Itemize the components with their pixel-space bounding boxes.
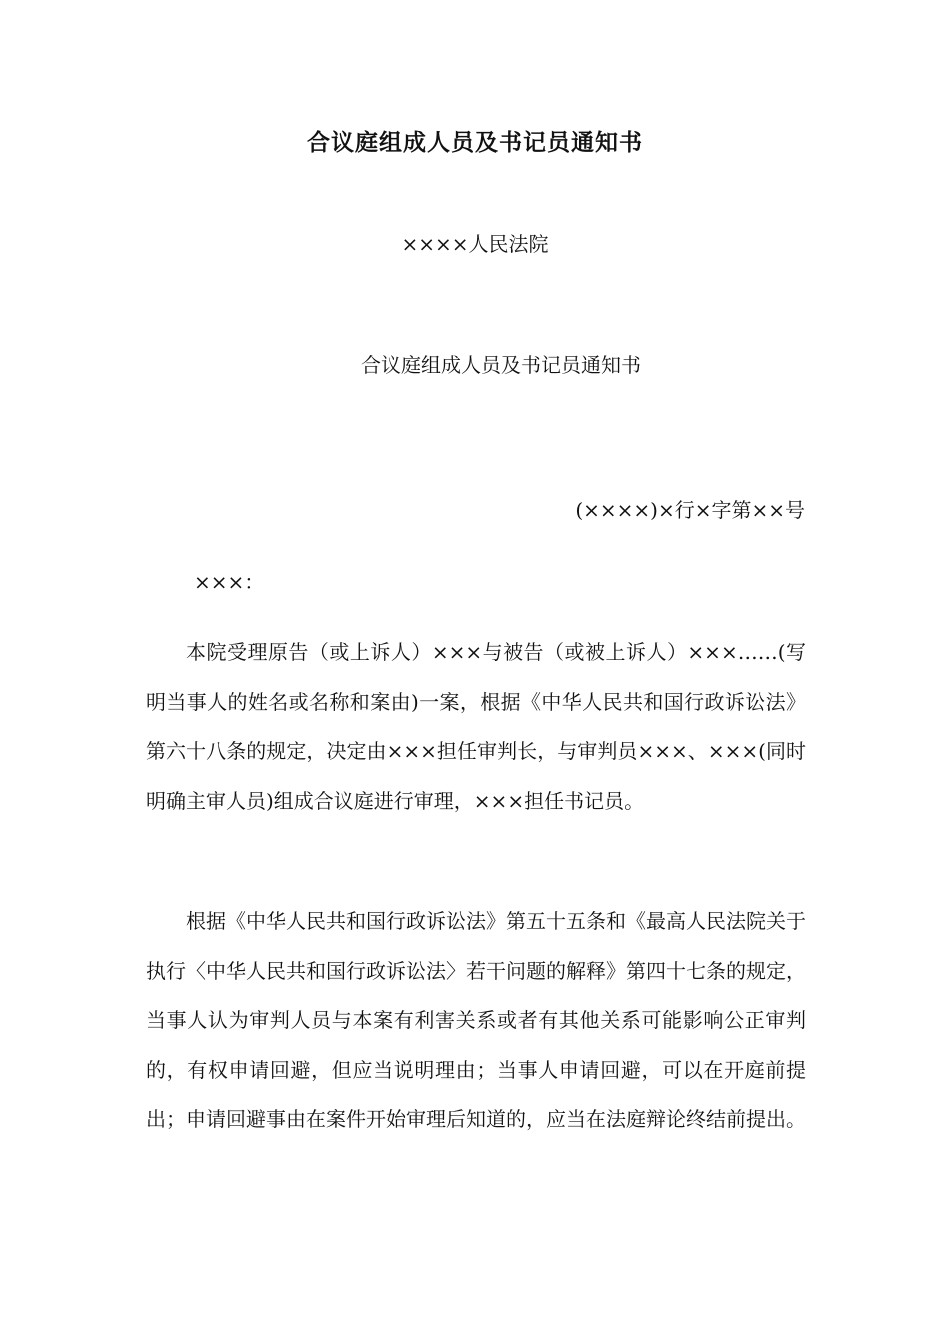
addressee: ×××： [194, 570, 265, 594]
document-title: 合议庭组成人员及书记员通知书 [307, 129, 643, 156]
court-name: ××××人民法院 [401, 232, 549, 256]
paragraph-notice: 本院受理原告（或上诉人）×××与被告（或被上诉人）×××……(写明当事人的姓名或名称和案由)一案，根据《中华人民共和国行政诉讼法》第六十八条的规定，决定由×××担任审判长，与审判员×××、×××(同时明确主审人员)组成合议庭进行审理，×××担任书记员。 [146, 640, 806, 813]
paragraph-recusal: 根据《中华人民共和国行政诉讼法》第五十五条和《最高人民法院关于执行〈中华人民共和国行政诉讼法〉若干问题的解释》第四十七条的规定，当事人认为审判人员与本案有利害关系或者有其他关系可能影响公正审判的，有权申请回避，但应当说明理由；当事人申请回避，可以在开庭前提出；申请回避事由在案件开始审理后知道的，应当在法庭辩论终结前提出。 [146, 909, 806, 1131]
case-number: (××××)×行×字第××号 [575, 498, 805, 522]
notice-subtitle: 合议庭组成人员及书记员通知书 [361, 353, 641, 377]
